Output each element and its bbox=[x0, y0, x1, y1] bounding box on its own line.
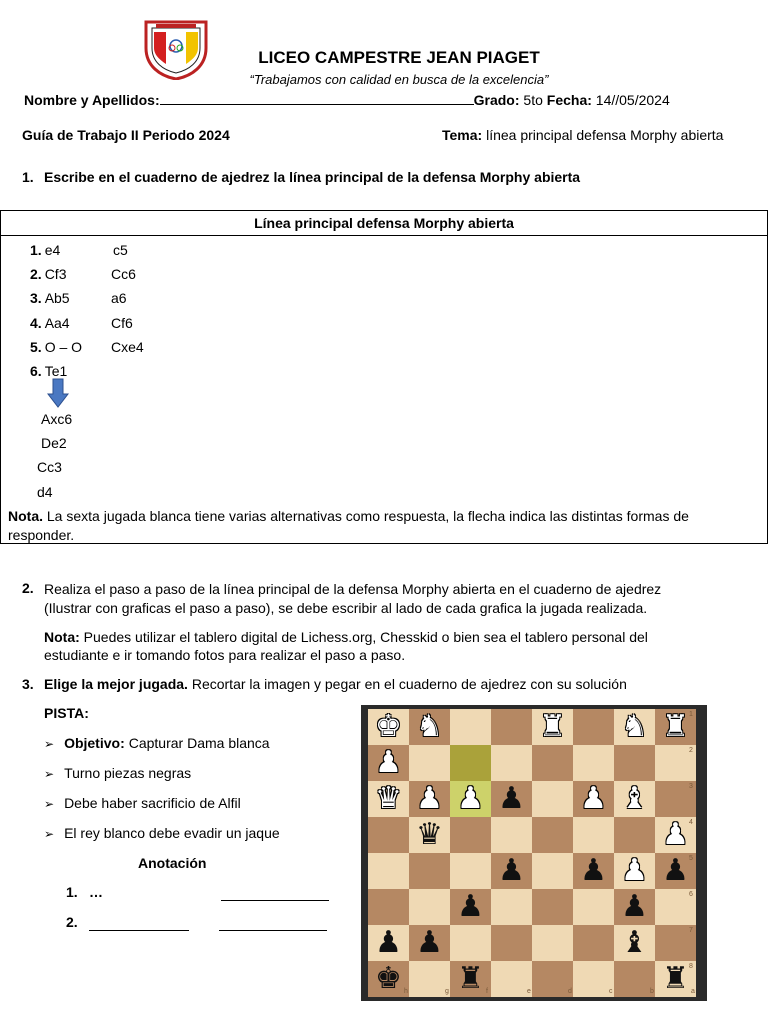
board-square-e1[interactable] bbox=[491, 709, 532, 745]
black-move: Cf6 bbox=[111, 314, 133, 331]
table-note-label: Nota. bbox=[8, 508, 43, 524]
white-queen-icon[interactable]: ♛ bbox=[375, 781, 402, 816]
move-number: 6. bbox=[30, 363, 42, 379]
q3-text bbox=[44, 676, 627, 692]
annotation-2-blank-black[interactable] bbox=[219, 918, 327, 931]
annotation-1-number: 1. bbox=[66, 884, 78, 900]
pista-heading: PISTA: bbox=[44, 705, 89, 721]
black-bishop-icon[interactable]: ♝ bbox=[621, 925, 648, 960]
file-label: b bbox=[650, 988, 654, 995]
board-square-e7[interactable] bbox=[491, 925, 532, 961]
q3-bold: Elige la mejor jugada. bbox=[44, 676, 188, 692]
rank-label: 2 bbox=[689, 747, 693, 754]
name-grade-date-line bbox=[24, 91, 670, 108]
move-number: 5. bbox=[30, 338, 42, 355]
white-rook-icon[interactable]: ♜ bbox=[662, 709, 689, 744]
board-square-g2[interactable] bbox=[409, 745, 450, 781]
board-square-e4[interactable] bbox=[491, 817, 532, 853]
q2-line-1: Realiza el paso a paso de la línea principal de la defensa Morphy abierta en el cuaderno de ajedrez bbox=[44, 581, 662, 597]
board-square-c7[interactable] bbox=[573, 925, 614, 961]
black-queen-icon[interactable]: ♛ bbox=[416, 817, 443, 852]
board-square-b2[interactable] bbox=[614, 745, 655, 781]
name-blank-field[interactable] bbox=[160, 91, 474, 105]
black-move: Cxe4 bbox=[111, 338, 144, 355]
white-bishop-icon[interactable]: ♝ bbox=[621, 781, 648, 816]
board-square-d5[interactable] bbox=[532, 853, 573, 889]
black-pawn-icon[interactable]: ♟ bbox=[375, 925, 402, 960]
school-motto: “Trabajamos con calidad en busca de la excelencia” bbox=[249, 72, 549, 87]
white-move: Aa4 bbox=[44, 314, 70, 331]
white-move: Te1 bbox=[44, 363, 68, 379]
move-number: 2. bbox=[30, 266, 42, 283]
black-pawn-icon[interactable]: ♟ bbox=[498, 781, 525, 816]
white-move: Ab5 bbox=[44, 290, 70, 307]
q2-text bbox=[44, 580, 661, 618]
board-square-h5[interactable] bbox=[368, 853, 409, 889]
table-note-text-2: responder. bbox=[8, 527, 75, 543]
alternative-move: d4 bbox=[37, 483, 53, 500]
file-label: e bbox=[527, 988, 531, 995]
pista-item-text: Capturar Dama blanca bbox=[128, 735, 270, 751]
board-square-c8[interactable] bbox=[573, 961, 614, 997]
black-pawn-icon[interactable]: ♟ bbox=[498, 853, 525, 888]
board-square-f5[interactable] bbox=[450, 853, 491, 889]
white-pawn-icon[interactable]: ♟ bbox=[662, 817, 689, 852]
board-square-h4[interactable] bbox=[368, 817, 409, 853]
board-square-h6[interactable] bbox=[368, 889, 409, 925]
black-rook-icon[interactable]: ♜ bbox=[457, 961, 484, 996]
white-move: Cf3 bbox=[44, 266, 67, 283]
q2-number: 2. bbox=[22, 580, 34, 596]
black-pawn-icon[interactable]: ♟ bbox=[580, 853, 607, 888]
board-square-c2[interactable] bbox=[573, 745, 614, 781]
q2-line-2: (Ilustrar con graficas el paso a paso), se debe escribir al lado de cada grafica la jugada realizada. bbox=[44, 600, 648, 616]
q1-number: 1. bbox=[22, 169, 34, 185]
table-note-text: La sexta jugada blanca tiene varias alternativas como respuesta, la flecha indica las distintas formas de bbox=[46, 508, 689, 524]
board-square-c1[interactable] bbox=[573, 709, 614, 745]
white-pawn-icon[interactable]: ♟ bbox=[457, 781, 484, 816]
pista-item bbox=[44, 795, 241, 811]
pista-item bbox=[44, 825, 280, 841]
pista-item-text: El rey blanco debe evadir un jaque bbox=[64, 825, 280, 841]
move-row bbox=[30, 363, 67, 379]
arrowhead-bullet-icon: ➢ bbox=[44, 767, 55, 781]
white-knight-icon[interactable]: ♞ bbox=[621, 709, 648, 744]
file-label: a bbox=[691, 988, 695, 995]
annotation-2-number: 2. bbox=[66, 914, 78, 930]
white-move: O – O bbox=[44, 338, 83, 355]
q2-note-label: Nota: bbox=[44, 629, 80, 645]
file-label: f bbox=[486, 988, 488, 995]
arrowhead-bullet-icon: ➢ bbox=[44, 827, 55, 841]
q3-instructions: Recortar la imagen y pegar en el cuaderno de ajedrez con su solución bbox=[191, 676, 627, 692]
q2-note-line-2: estudiante e ir tomando fotos para realizar el paso a paso. bbox=[44, 647, 406, 663]
board-square-g8[interactable] bbox=[409, 961, 450, 997]
white-pawn-icon[interactable]: ♟ bbox=[416, 781, 443, 816]
white-king-icon[interactable]: ♚ bbox=[375, 709, 402, 744]
board-square-d2[interactable] bbox=[532, 745, 573, 781]
q2-note-line-1: Puedes utilizar el tablero digital de Lichess.org, Chesskid o bien sea el tablero personal del bbox=[83, 629, 648, 645]
file-label: c bbox=[609, 988, 613, 995]
move-number: 1. bbox=[30, 242, 42, 258]
move-row bbox=[30, 242, 60, 258]
topic-value: línea principal defensa Morphy abierta bbox=[486, 127, 724, 143]
board-square-g6[interactable] bbox=[409, 889, 450, 925]
table-note bbox=[8, 507, 763, 545]
board-square-d6[interactable] bbox=[532, 889, 573, 925]
white-pawn-icon[interactable]: ♟ bbox=[375, 745, 402, 780]
black-move: Cc6 bbox=[111, 266, 136, 283]
pista-item-text: Debe haber sacrificio de Alfil bbox=[64, 795, 241, 811]
move-row bbox=[30, 339, 82, 355]
white-move: e4 bbox=[44, 242, 61, 258]
annotation-2-blank-white[interactable] bbox=[89, 918, 189, 931]
move-number: 4. bbox=[30, 314, 42, 331]
rank-label: 7 bbox=[689, 927, 693, 934]
board-square-d8[interactable] bbox=[532, 961, 573, 997]
board-square-f7[interactable] bbox=[450, 925, 491, 961]
annotation-1-move: … bbox=[89, 884, 103, 900]
white-rook-icon[interactable]: ♜ bbox=[539, 709, 566, 744]
board-square-d7[interactable] bbox=[532, 925, 573, 961]
rank-label: 5 bbox=[689, 855, 693, 862]
board-square-e2[interactable] bbox=[491, 745, 532, 781]
grade-label: Grado: bbox=[473, 92, 520, 108]
pista-item-text: Turno piezas negras bbox=[64, 765, 192, 781]
rank-label: 8 bbox=[689, 963, 693, 970]
chess-board bbox=[361, 705, 707, 1001]
grade-value: 5to bbox=[523, 92, 543, 108]
q2-note bbox=[44, 628, 648, 664]
board-square-b4[interactable] bbox=[614, 817, 655, 853]
rank-label: 6 bbox=[689, 891, 693, 898]
board-square-f2[interactable] bbox=[450, 745, 491, 781]
annotation-1-blank[interactable] bbox=[221, 888, 329, 901]
q1-text: Escribe en el cuaderno de ajedrez la línea principal de la defensa Morphy abierta bbox=[44, 169, 581, 185]
black-pawn-icon[interactable]: ♟ bbox=[621, 889, 648, 924]
pista-item bbox=[44, 765, 191, 781]
board-square-b8[interactable] bbox=[614, 961, 655, 997]
file-label: d bbox=[568, 988, 572, 995]
rank-label: 1 bbox=[689, 711, 693, 718]
rank-label: 4 bbox=[689, 819, 693, 826]
school-name: LICEO CAMPESTRE JEAN PIAGET bbox=[258, 48, 540, 67]
black-move: a6 bbox=[111, 290, 127, 307]
rank-label: 3 bbox=[689, 783, 693, 790]
file-label: g bbox=[445, 988, 449, 995]
black-pawn-icon[interactable]: ♟ bbox=[457, 889, 484, 924]
alternative-move: Cc3 bbox=[37, 459, 62, 476]
alternative-move: De2 bbox=[41, 435, 67, 452]
board-square-d3[interactable] bbox=[532, 781, 573, 817]
q3-number: 3. bbox=[22, 676, 34, 692]
black-rook-icon[interactable]: ♜ bbox=[662, 961, 689, 996]
alternative-move: Axc6 bbox=[41, 411, 73, 427]
topic-line bbox=[442, 127, 723, 143]
arrowhead-bullet-icon: ➢ bbox=[44, 737, 55, 751]
annotation-title: Anotación bbox=[138, 855, 207, 871]
move-row bbox=[30, 290, 70, 306]
date-label: Fecha: bbox=[546, 92, 592, 108]
white-knight-icon[interactable]: ♞ bbox=[416, 709, 443, 744]
name-label: Nombre y Apellidos: bbox=[24, 92, 160, 108]
move-row bbox=[30, 266, 66, 282]
morphy-line-table bbox=[0, 210, 768, 544]
white-pawn-icon[interactable]: ♟ bbox=[621, 853, 648, 888]
black-king-icon[interactable]: ♚ bbox=[375, 961, 402, 996]
board-square-g5[interactable] bbox=[409, 853, 450, 889]
board-square-c6[interactable] bbox=[573, 889, 614, 925]
arrowhead-bullet-icon: ➢ bbox=[44, 797, 55, 811]
move-row bbox=[30, 315, 70, 331]
file-label: h bbox=[404, 988, 408, 995]
board-square-e8[interactable] bbox=[491, 961, 532, 997]
board-square-d4[interactable] bbox=[532, 817, 573, 853]
black-pawn-icon[interactable]: ♟ bbox=[416, 925, 443, 960]
pista-item bbox=[44, 735, 270, 751]
black-move: c5 bbox=[113, 242, 128, 258]
white-pawn-icon[interactable]: ♟ bbox=[580, 781, 607, 816]
board-square-c4[interactable] bbox=[573, 817, 614, 853]
move-number: 3. bbox=[30, 290, 42, 307]
topic-label: Tema: bbox=[442, 127, 483, 143]
down-arrow-icon bbox=[47, 378, 69, 408]
pista-item-label: Objetivo: bbox=[64, 735, 125, 751]
guide-title: Guía de Trabajo II Periodo 2024 bbox=[22, 127, 230, 143]
date-value: 14//05/2024 bbox=[595, 92, 670, 108]
table-title: Línea principal defensa Morphy abierta bbox=[1, 211, 767, 236]
board-square-f1[interactable] bbox=[450, 709, 491, 745]
board-square-e6[interactable] bbox=[491, 889, 532, 925]
black-pawn-icon[interactable]: ♟ bbox=[662, 853, 689, 888]
board-square-f4[interactable] bbox=[450, 817, 491, 853]
